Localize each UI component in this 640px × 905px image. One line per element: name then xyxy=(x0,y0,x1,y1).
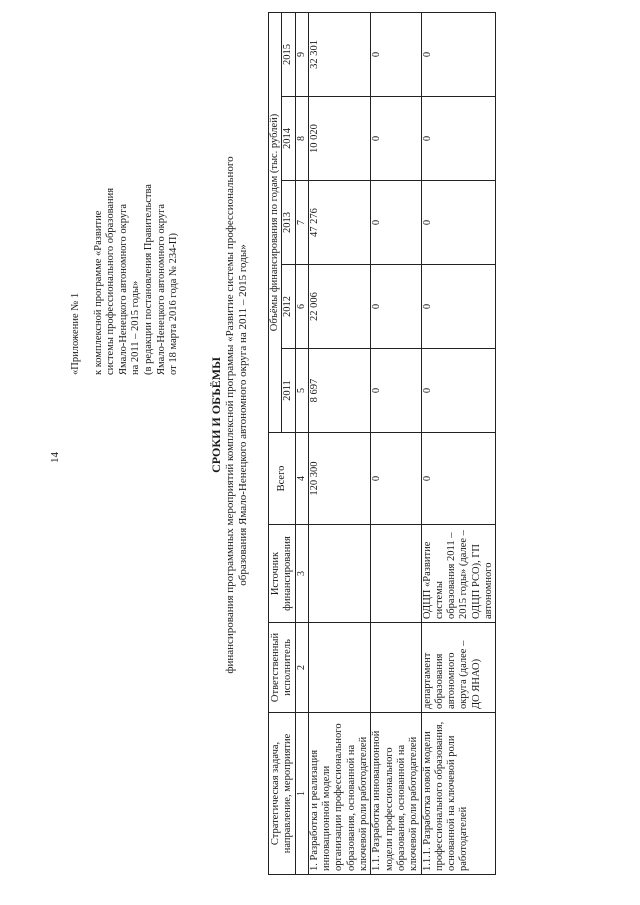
appendix-line: к комплексной программе «Развитие xyxy=(92,210,104,375)
appendix-line: (в редакции постановления Правительства xyxy=(142,184,154,375)
row-year-value: 0 xyxy=(371,265,421,349)
appendix-line: на 2011 – 2015 годы» xyxy=(130,280,142,375)
header-year: 2015 xyxy=(282,12,295,96)
row-executor xyxy=(371,623,421,713)
column-number: 7 xyxy=(295,181,308,265)
page-number: 14 xyxy=(49,452,61,463)
row-year-value: 0 xyxy=(421,181,496,265)
appendix-line: системы профессионального образования xyxy=(105,187,117,375)
column-numbers-row xyxy=(295,12,308,874)
row-total: 0 xyxy=(421,433,496,525)
table-row xyxy=(308,12,370,874)
column-number: 4 xyxy=(295,433,308,525)
row-year-value: 0 xyxy=(421,97,496,181)
column-number: 6 xyxy=(295,265,308,349)
row-year-value: 0 xyxy=(421,349,496,433)
row-task: 1.1. Разработка инновационной модели профессионального образования, основанной на ключевой роли работодателей xyxy=(371,713,421,875)
row-total: 0 xyxy=(371,433,421,525)
column-number: 2 xyxy=(295,623,308,713)
header-year: 2012 xyxy=(282,265,295,349)
column-number: 9 xyxy=(295,12,308,96)
row-year-value: 0 xyxy=(371,97,421,181)
row-task: 1. Разработка и реализация инновационной модели организации профессионального образования, основанной на ключевой роли работодателей xyxy=(308,713,370,875)
title-line: финансирования программных мероприятий комплексной программы «Развитие системы профессионального xyxy=(224,156,236,674)
appendix-block xyxy=(70,15,181,375)
header-executor: Ответственный исполнитель xyxy=(269,623,296,713)
row-year-value: 22 006 xyxy=(308,265,370,349)
title-main: СРОКИ И ОБЪЁМЫ xyxy=(209,357,223,473)
row-source xyxy=(371,525,421,623)
row-year-value: 0 xyxy=(371,181,421,265)
appendix-line: Ямало-Ненецкого автономного округа xyxy=(155,203,167,375)
row-year-value: 47 276 xyxy=(308,181,370,265)
column-number: 3 xyxy=(295,525,308,623)
row-source: ОДЦП «Развитие системы образования 2011 – 2015 годы» (далее – ОДЦП РСО), ГП автономного xyxy=(421,525,496,623)
row-year-value: 8 697 xyxy=(308,349,370,433)
row-total: 120 300 xyxy=(308,433,370,525)
appendix-title: «Приложение № 1 xyxy=(70,292,81,375)
header-source: Источник финансирования xyxy=(269,525,296,623)
appendix-line: от 18 марта 2016 года № 234-П) xyxy=(168,232,180,375)
header-year: 2011 xyxy=(282,349,295,433)
row-year-value: 0 xyxy=(371,349,421,433)
row-year-value: 0 xyxy=(421,12,496,96)
row-source xyxy=(308,525,370,623)
row-year-value: 0 xyxy=(421,265,496,349)
header-year: 2013 xyxy=(282,181,295,265)
row-executor xyxy=(308,623,370,713)
row-year-value: 32 301 xyxy=(308,12,370,96)
header-task: Стратегическая задача, направление, мероприятие xyxy=(269,713,296,875)
column-number: 1 xyxy=(295,713,308,875)
row-year-value: 0 xyxy=(371,12,421,96)
header-year: 2014 xyxy=(282,97,295,181)
table-row xyxy=(371,12,421,874)
document-title xyxy=(210,25,250,805)
appendix-line: Ямало-Ненецкого автономного округа xyxy=(117,203,129,375)
header-total: Всего xyxy=(269,433,296,525)
row-year-value: 10 020 xyxy=(308,97,370,181)
row-executor: департамент образования автономного округа (далее – ДО ЯНАО) xyxy=(421,623,496,713)
column-number: 5 xyxy=(295,349,308,433)
column-number: 8 xyxy=(295,97,308,181)
financing-table xyxy=(268,12,496,875)
header-row xyxy=(269,12,282,874)
header-volumes: Объёмы финансирования по годам (тыс. рублей) xyxy=(269,12,282,432)
row-task: 1.1.1. Разработка новой модели профессионального образования, основанной на ключевой роли работодателей xyxy=(421,713,496,875)
table-row xyxy=(421,12,496,874)
title-line: образования Ямало-Ненецкого автономного округа на 2011 – 2015 годы» xyxy=(237,244,249,586)
